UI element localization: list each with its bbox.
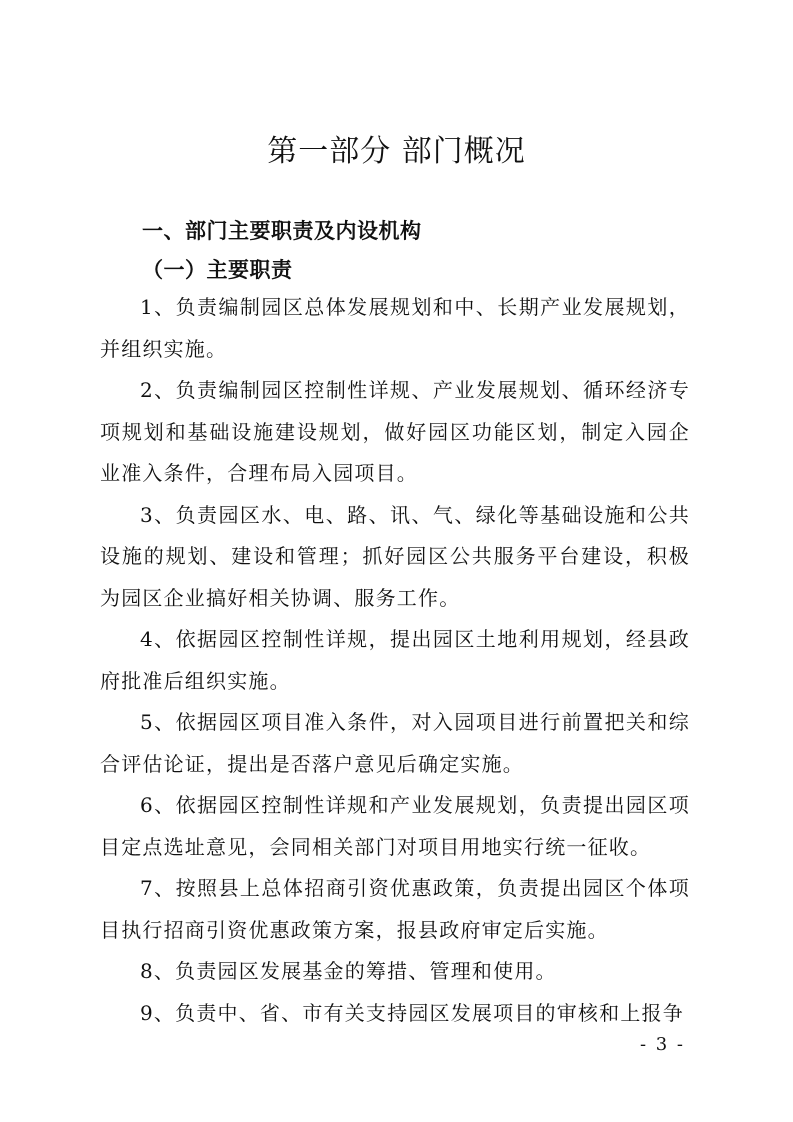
paragraph-8: 8、负责园区发展基金的筹措、管理和使用。: [140, 959, 557, 983]
paragraph-6: 6、依据园区控制性详规和产业发展规划，负责提出园区项目定点选址意见，会同相关部门对项目用地实行统一征收。: [100, 793, 690, 859]
paragraph-5: 5、依据园区项目准入条件，对入园项目进行前置把关和综合评估论证，提出是否落户意见后确定实施。: [100, 710, 690, 776]
paragraph-7: 7、按照县上总体招商引资优惠政策，负责提出园区个体项目执行招商引资优惠政策方案，报县政府审定后实施。: [100, 876, 690, 942]
paragraph-1: 1、负责编制园区总体发展规划和中、长期产业发展规划，并组织实施。: [100, 295, 690, 361]
sub-heading: （一）主要职责: [142, 257, 293, 282]
paragraph-4: 4、依据园区控制性详规，提出园区土地利用规划，经县政府批准后组织实施。: [100, 627, 690, 693]
paragraph-2: 2、负责编制园区控制性详规、产业发展规划、循环经济专项规划和基础设施建设规划，做好园区功能区划，制定入园企业准入条件，合理布局入园项目。: [100, 378, 690, 485]
page-title: 第一部分 部门概况: [267, 134, 526, 169]
body-text: [100, 287, 690, 1034]
paragraph-3: 3、负责园区水、电、路、讯、气、绿化等基础设施和公共设施的规划、建设和管理；抓好园区公共服务平台建设，积极为园区企业搞好相关协调、服务工作。: [100, 502, 690, 610]
page-number: - 3 -: [639, 1034, 685, 1055]
section-heading: 一、部门主要职责及内设机构: [142, 219, 422, 243]
paragraph-9: 9、负责中、省、市有关支持园区发展项目的审核和上报争: [140, 1000, 684, 1025]
